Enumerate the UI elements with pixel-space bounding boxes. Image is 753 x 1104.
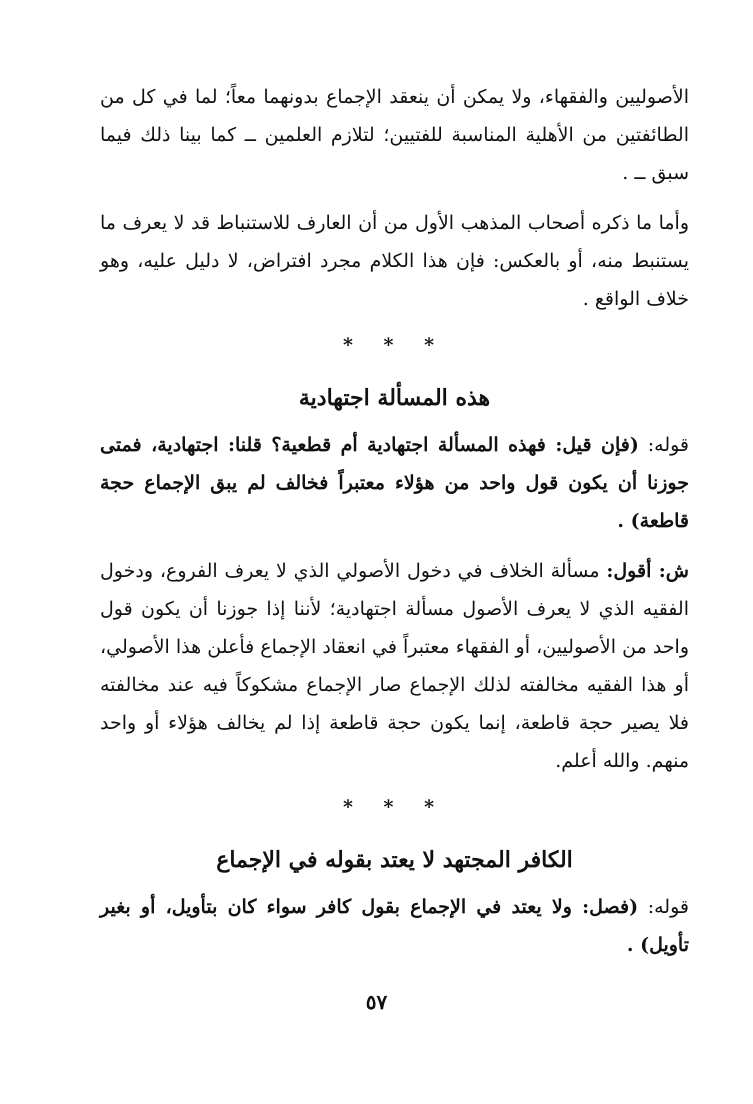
paragraph-3-prefix: قوله: bbox=[647, 434, 690, 456]
section-separator-2: * * * bbox=[342, 796, 447, 818]
paragraph-2 bbox=[100, 204, 689, 318]
paragraph-4-lead: ش: أقول: bbox=[606, 560, 689, 582]
paragraph-3-quote: (فإن قيل: فهذه المسألة اجتهادية أم قطعية؟ قلنا: اجتهادية، فمتى جوزنا أن يكون قول واحد من هؤلاء معتبراً فخالف لم يبق الإجماع حجة قاطعة) . bbox=[100, 434, 689, 532]
paragraph-4-text: مسألة الخلاف في دخول الأصولي الذي لا يعرف الفروع، ودخول الفقيه الذي لا يعرف الأصول مسألة اجتهادية؛ لأننا إذا جوزنا أن يكون قول واحد من الأصوليين، أو الفقهاء معتبراً في انعقاد الإجماع فأعلن هذا الأصولي، أو هذا الفقيه مخالفته لذلك الإجماع صار الإجماع مشكوكاً فيه عند مخالفته فلا يصير حجة قاطعة، إنما يكون حجة قاطعة إذا لم يخالف هؤلاء أو واحد منهم. والله أعلم. bbox=[100, 560, 689, 772]
paragraph-5 bbox=[100, 888, 689, 964]
section-heading-1: هذه المسألة اجتهادية bbox=[298, 385, 491, 411]
page-number: ٥٧ bbox=[365, 990, 388, 1014]
paragraph-5-quote: (فصل: ولا يعتد في الإجماع بقول كافر سواء كان بتأويل، أو بغير تأويل) . bbox=[100, 896, 689, 956]
section-heading-2: الكافر المجتهد لا يعتد بقوله في الإجماع bbox=[216, 847, 573, 873]
paragraph-2-text: وأما ما ذكره أصحاب المذهب الأول من أن العارف للاستنباط قد لا يعرف ما يستنبط منه، أو بالعكس: فإن هذا الكلام مجرد افتراض، لا دليل عليه، وهو خلاف الواقع . bbox=[100, 212, 689, 310]
paragraph-1-text: الأصوليين والفقهاء، ولا يمكن أن ينعقد الإجماع بدونهما معاً؛ لما في كل من الطائفتين من الأهلية المناسبة للفتيين؛ لتلازم العلمين ــ كما بينا ذلك فيما سبق ــ . bbox=[100, 86, 689, 184]
section-separator-1: * * * bbox=[342, 334, 447, 356]
paragraph-4 bbox=[100, 552, 689, 780]
paragraph-1 bbox=[100, 78, 689, 192]
page-body bbox=[100, 78, 689, 976]
paragraph-3 bbox=[100, 426, 689, 540]
paragraph-5-prefix: قوله: bbox=[647, 896, 689, 918]
